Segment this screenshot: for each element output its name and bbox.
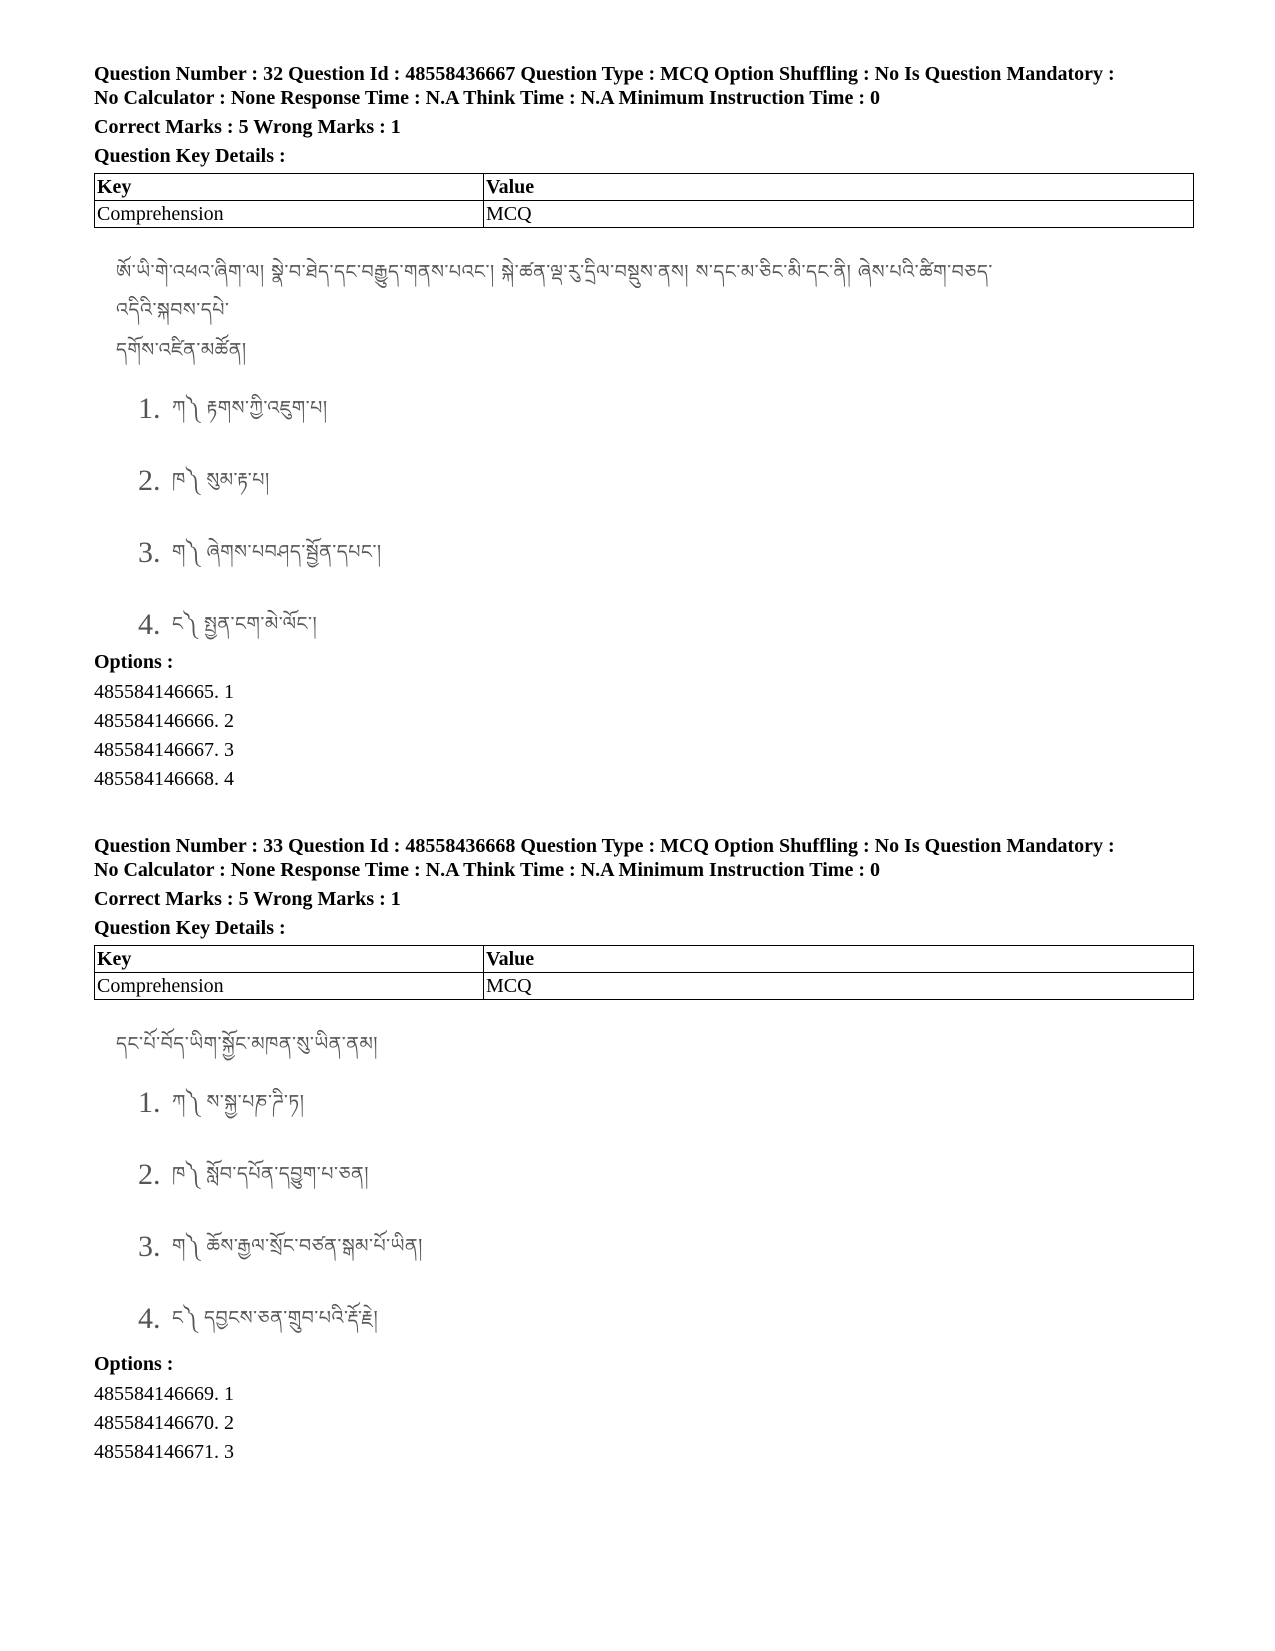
question-passage	[116, 250, 1194, 372]
key-details-label: Question Key Details :	[94, 917, 286, 939]
question-meta-line: Question Number : 33 Question Id : 48558436668 Question Type : MCQ Option Shuffling : No Is Question Mandatory :	[94, 835, 1115, 857]
answer-option	[138, 1296, 1194, 1344]
answer-option-text: ཀ༽ ས་སྐྱ་པཎ་ཌི་ཏ།	[172, 1091, 305, 1113]
question-marks: Correct Marks : 5 Wrong Marks : 1	[94, 116, 401, 138]
question-meta	[94, 62, 1194, 110]
table-header-value: Value	[484, 946, 1194, 973]
answer-option-number: 3.	[138, 1230, 161, 1263]
table-cell-value: MCQ	[484, 973, 1194, 1000]
options-label: Options :	[94, 651, 174, 673]
option-id: 485584146666. 2	[94, 710, 234, 732]
table-cell-key: Comprehension	[95, 201, 484, 228]
option-id: 485584146671. 3	[94, 1441, 234, 1463]
document-page	[94, 62, 1194, 1467]
option-id: 485584146670. 2	[94, 1412, 234, 1434]
question-meta	[94, 834, 1194, 882]
answer-option-number: 4.	[138, 608, 161, 641]
answer-option-number: 3.	[138, 536, 161, 569]
key-details-label: Question Key Details :	[94, 145, 286, 167]
table-cell-value: MCQ	[484, 201, 1194, 228]
answer-option	[138, 1080, 1194, 1152]
answer-option	[138, 602, 1194, 642]
options-label: Options :	[94, 1353, 174, 1375]
answer-option-text: ཀ༽ རྟགས་ཀྱི་འཇུག་པ།	[172, 397, 328, 419]
answer-option-text: ང༽ སྤྱན་ངག་མེ་ལོང་།	[172, 613, 318, 635]
table-header-key: Key	[95, 174, 484, 201]
answer-option	[138, 1224, 1194, 1296]
answer-option-text: ཁ༽ སློབ་དཔོན་དབྱུག་པ་ཅན།	[172, 1163, 369, 1185]
answer-option	[138, 1152, 1194, 1224]
question-passage	[116, 1022, 1194, 1066]
question-meta-line: No Calculator : None Response Time : N.A Think Time : N.A Minimum Instruction Time : 0	[94, 859, 880, 881]
answer-option-text: ང༽ དབྱངས་ཅན་གྲུབ་པའི་རྡོ་རྗེ།	[172, 1307, 379, 1329]
table-cell-key: Comprehension	[95, 973, 484, 1000]
passage-line: དང་པོ་བོད་ཡིག་སྐྱོང་མཁན་སུ་ཡིན་ནམ།	[116, 1033, 378, 1055]
answer-option-text: ག༽ ཆོས་རྒྱལ་སྲོང་བཙན་སྒམ་པོ་ཡིན།	[172, 1235, 423, 1257]
answer-option-number: 2.	[138, 464, 161, 497]
answer-option-number: 2.	[138, 1158, 161, 1191]
question-block	[94, 62, 1194, 794]
answer-option	[138, 530, 1194, 602]
answer-option-list	[138, 1080, 1194, 1344]
option-id-list	[94, 678, 1194, 794]
table-header-value: Value	[484, 174, 1194, 201]
answer-option-text: ཁ༽ སུམ་རྟ་པ།	[172, 469, 270, 491]
answer-option-number: 4.	[138, 1302, 161, 1335]
answer-option	[138, 386, 1194, 458]
passage-line: ཨོ་ཡི་གེ་འཕའ་ཞིག་ལ། སྣེ་བ་ཐེད་དང་བརྒྱུད་གནས་པའང་། སྐེ་ཚན་ལྡ་རུ་དྲིལ་བསྡུས་ནས། ས་དང་མ་ཅིང་མི་དང་ནི། ཞེས་པའི་ཚིག་བཅད་	[116, 261, 993, 283]
answer-option	[138, 458, 1194, 530]
option-id: 485584146667. 3	[94, 739, 234, 761]
passage-line: དགོས་འཛིན་མཚོན།	[116, 339, 247, 361]
answer-option-number: 1.	[138, 1086, 161, 1119]
option-id: 485584146668. 4	[94, 768, 234, 790]
question-block	[94, 834, 1194, 1467]
option-id: 485584146665. 1	[94, 681, 234, 703]
answer-option-text: ག༽ ཞེགས་པབཤད་སྦྱོན་དཔང་།	[172, 541, 382, 563]
question-meta-line: Question Number : 32 Question Id : 48558436667 Question Type : MCQ Option Shuffling : No Is Question Mandatory :	[94, 63, 1115, 85]
table-header-key: Key	[95, 946, 484, 973]
question-meta-line: No Calculator : None Response Time : N.A Think Time : N.A Minimum Instruction Time : 0	[94, 87, 880, 109]
answer-option-number: 1.	[138, 392, 161, 425]
answer-option-list	[138, 386, 1194, 642]
key-details-table	[94, 173, 1194, 228]
question-marks: Correct Marks : 5 Wrong Marks : 1	[94, 888, 401, 910]
option-id-list	[94, 1380, 1194, 1467]
passage-line: འདིའི་སྐབས་དཔེ་	[116, 299, 230, 321]
option-id: 485584146669. 1	[94, 1383, 234, 1405]
key-details-table	[94, 945, 1194, 1000]
